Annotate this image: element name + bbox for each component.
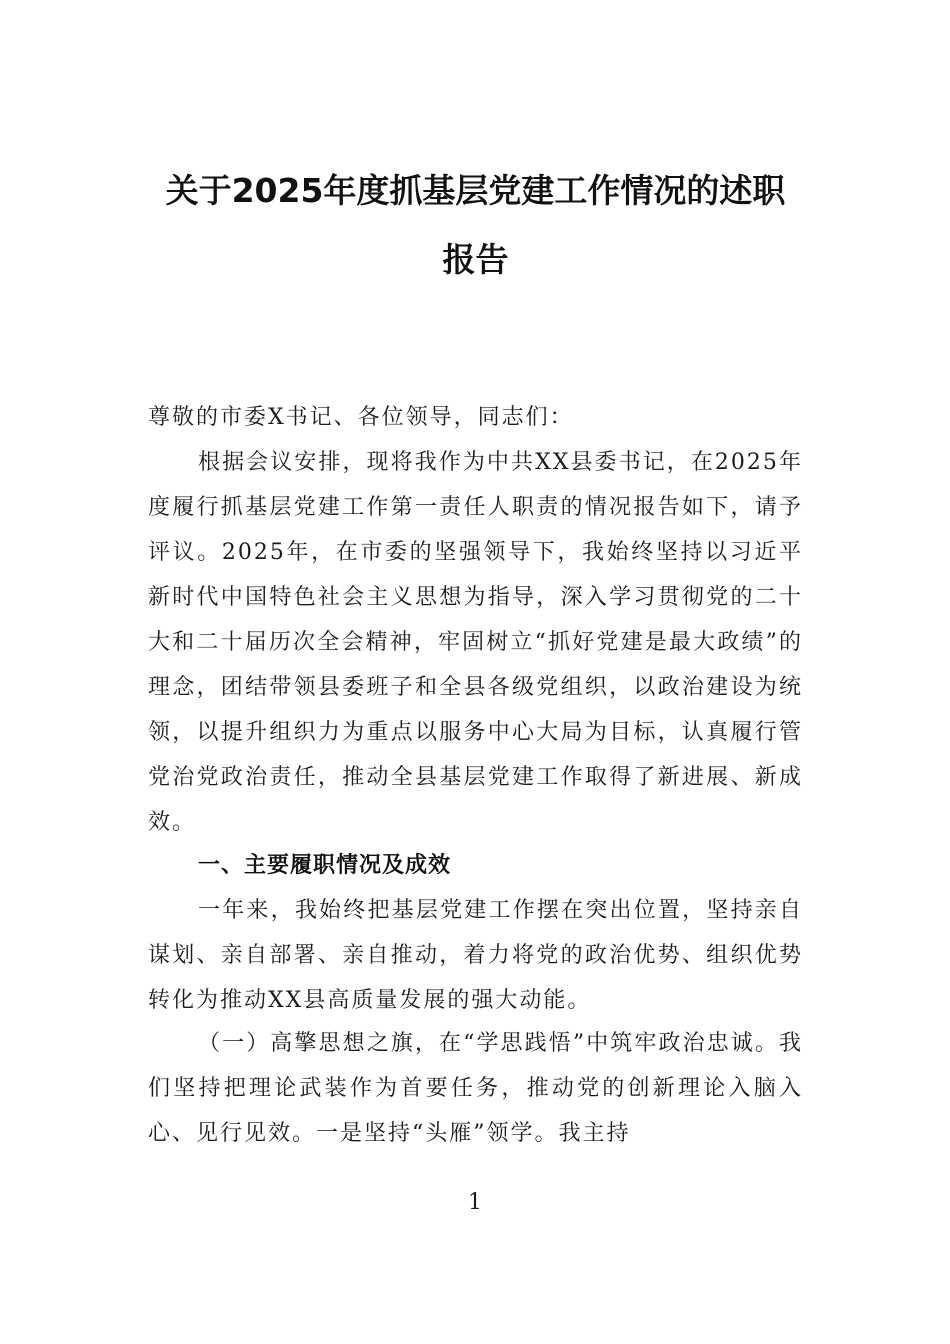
document-title-continued: 报告	[442, 240, 509, 279]
salutation: 尊敬的市委X书记、各位领导，同志们：	[148, 405, 574, 430]
paragraph-overview: 一年来，我始终把基层党建工作摆在突出位置，坚持亲自谋划、亲自部署、亲自推动，着力将党的政治优势、组织优势转化为推动XX县高质量发展的强大动能。	[148, 898, 803, 1013]
section-heading: 一、主要履职情况及成效	[198, 853, 452, 878]
paragraph-subsection-one: （一）高擎思想之旗，在“学思践悟”中筑牢政治忠诚。我们坚持把理论武装作为首要任务，推动党的创新理论入脑入心、见行见效。一是坚持“头雁”领学。我主持	[148, 1031, 803, 1146]
document-title: 关于2025年度抓基层党建工作情况的述职	[165, 171, 786, 210]
page-number: 1	[468, 1190, 482, 1215]
paragraph-intro: 根据会议安排，现将我作为中共XX县委书记，在2025年度履行抓基层党建工作第一责任人职责的情况报告如下，请予评议。2025年，在市委的坚强领导下，我始终坚持以习近平新时代中国特色社会主义思想为指导，深入学习贯彻党的二十大和二十届历次全会精神，牢固树立“抓好党建是最大政绩”的理念，团结带领县委班子和全县各级党组织，以政治建设为统领，以提升组织力为重点以服务中心大局为目标，认真履行管党治党政治责任，推动全县基层党建工作取得了新进展、新成效。	[148, 450, 803, 835]
